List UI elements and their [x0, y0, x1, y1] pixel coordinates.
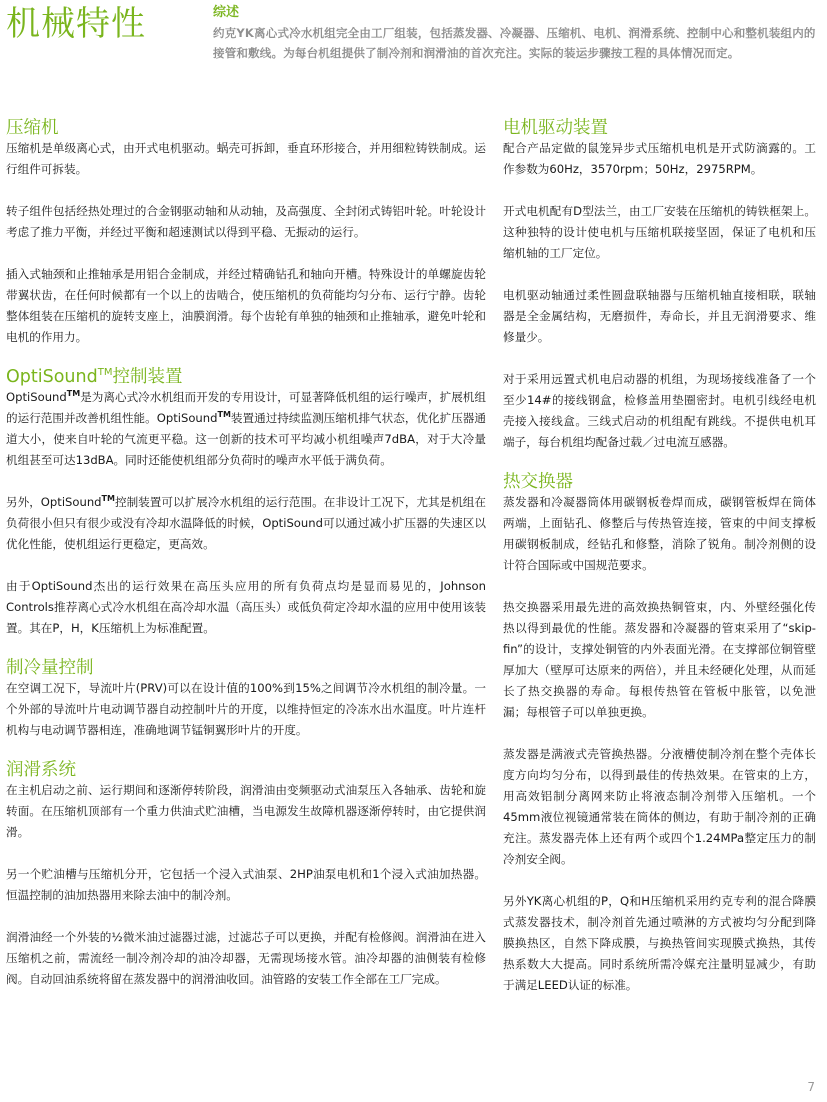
- paragraph: 配合产品定做的鼠笼异步式压缩机电机是开式防滴露的。工作参数为60Hz，3570rpm；50Hz，2975RPM。: [503, 141, 816, 176]
- paragraph: 对于采用远置式机电启动器的机组，为现场接线准备了一个至少14#的接线钢盒，检修盖用垫圈密封。电机引线经电机壳接入接线盒。三线式启动的机组配有跳线。不提供电机耳端子，每台机组均配备过载／过电流互感器。: [503, 372, 816, 449]
- paragraph: 插入式轴颈和止推轴承是用铝合金制成，并经过精确钻孔和轴向开槽。特殊设计的单螺旋齿轮带翼状齿，在任何时候都有一个以上的齿啮合，使压缩机的负荷能均匀分布、运行宁静。齿轮整体组装在压缩机的旋转支座上，油膜润滑。每个齿轮有单独的轴颈和止推轴承，避免叶轮和电机的作用力。: [6, 267, 486, 344]
- section-title-compressor: 压缩机: [6, 118, 59, 138]
- title-brand: OptiSound: [6, 367, 98, 387]
- trademark-mark: TM: [97, 367, 113, 378]
- section-title-motor-drive: 电机驱动装置: [503, 118, 608, 138]
- section-title-capacity-control: 制冷量控制: [6, 658, 94, 678]
- page-title: 机械特性: [6, 4, 146, 44]
- paragraph: 另外YK离心机组的P，Q和H压缩机采用约克专利的混合降膜式蒸发器技术，制冷剂首先通过喷淋的方式被均匀分配到降膜换热区，自然下降成膜，与换热管间实现膜式换热，其传热系数大大提高。同时系统所需冷媒充注量明显减少，有助于满足LEED认证的标准。: [503, 894, 816, 992]
- section-compressor: [6, 118, 486, 348]
- summary-heading: 综述: [213, 5, 240, 20]
- text-run: OptiSound: [6, 390, 67, 404]
- section-capacity-control: [6, 658, 486, 741]
- section-heat-exchangers: [503, 472, 816, 996]
- text-run: 控制装置可以扩展冷水机组的运行范围。在非设计工况下，尤其是机组在负荷很小但只有很少或没有冷却水温降低的时候，OptiSound可以通过减小扩压器的失速区以优化性能，使机组运行更稳定，更高效。: [6, 495, 486, 551]
- section-title-optisound: [6, 367, 486, 387]
- paragraph: 另一个贮油槽与压缩机分开，它包括一个浸入式油泵、2HP油泵电机和1个浸入式油加热器。恒温控制的油加热器用来除去油中的制冷剂。: [6, 867, 486, 902]
- paragraph: 热交换器采用最先进的高效换热铜管束，内、外壁经强化传热以得到最优的性能。蒸发器和冷凝器的管束采用了“skip-fin”的设计，支撑处铜管的内外表面光滑。在支撑部位铜管壁厚加大（壁厚可达原来的两倍），并且未经硬化处理，从而延长了热交换器的寿命。每根传热管在管板中胀管，以免泄漏；每根管子可以单独更换。: [503, 600, 816, 719]
- page-number: 7: [807, 1080, 815, 1094]
- section-lubrication: [6, 760, 486, 990]
- paragraph: 由于OptiSound杰出的运行效果在高压头应用的所有负荷点均是显而易见的，Johnson Controls推荐离心式冷水机组在高冷却水温（高压头）或低负荷定冷却水温的应用中使用该装置。其在P，H，K压缩机上为标准配置。: [6, 579, 486, 635]
- section-title-lubrication: 润滑系统: [6, 760, 76, 780]
- left-column: [6, 118, 486, 990]
- text-run: 是为离心式冷水机组而开发的专用设计，可显著降低机组的运行噪声，扩展机组的运行范围并改善机组性能。OptiSound: [6, 390, 486, 425]
- paragraph: 开式电机配有D型法兰，由工厂安装在压缩机的铸铁框架上。这种独特的设计使电机与压缩机联接坚固，保证了电机和压缩机轴的工厂定位。: [503, 204, 816, 260]
- section-motor-drive: [503, 118, 816, 453]
- paragraph: 蒸发器是满液式壳管换热器。分液槽使制冷剂在整个壳体长度方向均匀分布，以得到最佳的传热效果。在管束的上方，用高效铝制分离网来防止将液态制冷剂带入压缩机。一个45mm液位视镜通常装在筒体的侧边，有助于制冷剂的正确充注。蒸发器壳体上还有两个或四个1.24MPa整定压力的制冷剂安全阀。: [503, 747, 816, 866]
- trademark-mark: TM: [101, 494, 115, 503]
- right-column: [503, 118, 816, 996]
- paragraph: 润滑油经一个外装的½微米油过滤器过滤，过滤芯子可以更换，并配有检修阀。润滑油在进入压缩机之前，需流经一制冷剂冷却的油冷却器，无需现场接水管。油冷却器的油侧装有检修阀。自动回油系统将留在蒸发器中的润滑油收回。油管路的安装工作全部在工厂完成。: [6, 930, 486, 986]
- paragraph: 转子组件包括经热处理过的合金钢驱动轴和从动轴，及高强度、全封闭式铸铝叶轮。叶轮设计考虑了推力平衡，并经过平衡和超速测试以得到平稳、无振动的运行。: [6, 204, 486, 239]
- summary-text: 约克YK离心式冷水机组完全由工厂组装，包括蒸发器、冷凝器、压缩机、电机、润滑系统、控制中心和整机装组内的接管和敷线。为每台机组提供了制冷剂和润滑油的首次充注。实际的装运步骤按工程的具体情况而定。: [213, 26, 816, 60]
- title-suffix: 控制装置: [112, 367, 183, 387]
- section-title-heat-exchangers: 热交换器: [503, 472, 573, 492]
- trademark-mark: TM: [217, 410, 231, 419]
- paragraph: [6, 387, 486, 471]
- paragraph: 电机驱动轴通过柔性圆盘联轴器与压缩机轴直接相联，联轴器是全金属结构，无磨损件，寿命长，并且无润滑要求、维修量少。: [503, 288, 816, 344]
- paragraph: 蒸发器和冷凝器筒体用碳钢板卷焊而成，碳钢管板焊在筒体两端，上面钻孔、修整后与传热管连接，管束的中间支撑板用碳钢板制成，经钻孔和修整，消除了锐角。制冷剂侧的设计符合国际或中国规范要求。: [503, 495, 816, 572]
- text-run: 另外，OptiSound: [6, 495, 102, 509]
- section-optisound: [6, 367, 486, 639]
- paragraph: 压缩机是单级离心式，由开式电机驱动。蜗壳可拆卸，垂直环形接合，并用细粒铸铁制成。运行组件可拆装。: [6, 141, 486, 176]
- paragraph: 在主机启动之前、运行期间和逐渐停转阶段，润滑油由变频驱动式油泵压入各轴承、齿轮和旋转面。在压缩机顶部有一个重力供油式贮油槽，当电源发生故障机器逐渐停转时，由它提供润滑。: [6, 783, 486, 839]
- text-run: 装置通过持续监测压缩机排气状态，优化扩压器通道大小，使来自叶轮的气流更平稳。这一创新的技术可平均减小机组噪声7dBA，对于大冷量机组甚至可达13dBA。同时还能使机组部分负荷时的噪声水平低于满负荷。: [6, 411, 486, 467]
- paragraph: [6, 492, 486, 555]
- paragraph: 在空调工况下，导流叶片(PRV)可以在设计值的100%到15%之间调节冷水机组的制冷量。一个外部的导流叶片电动调节器自动控制叶片的开度，以维持恒定的冷冻水出水温度。叶片连杆机构与电动调节器相连，准确地调节锰铜翼形叶片的开度。: [6, 681, 486, 737]
- summary-block: [213, 4, 819, 63]
- trademark-mark: TM: [66, 389, 81, 398]
